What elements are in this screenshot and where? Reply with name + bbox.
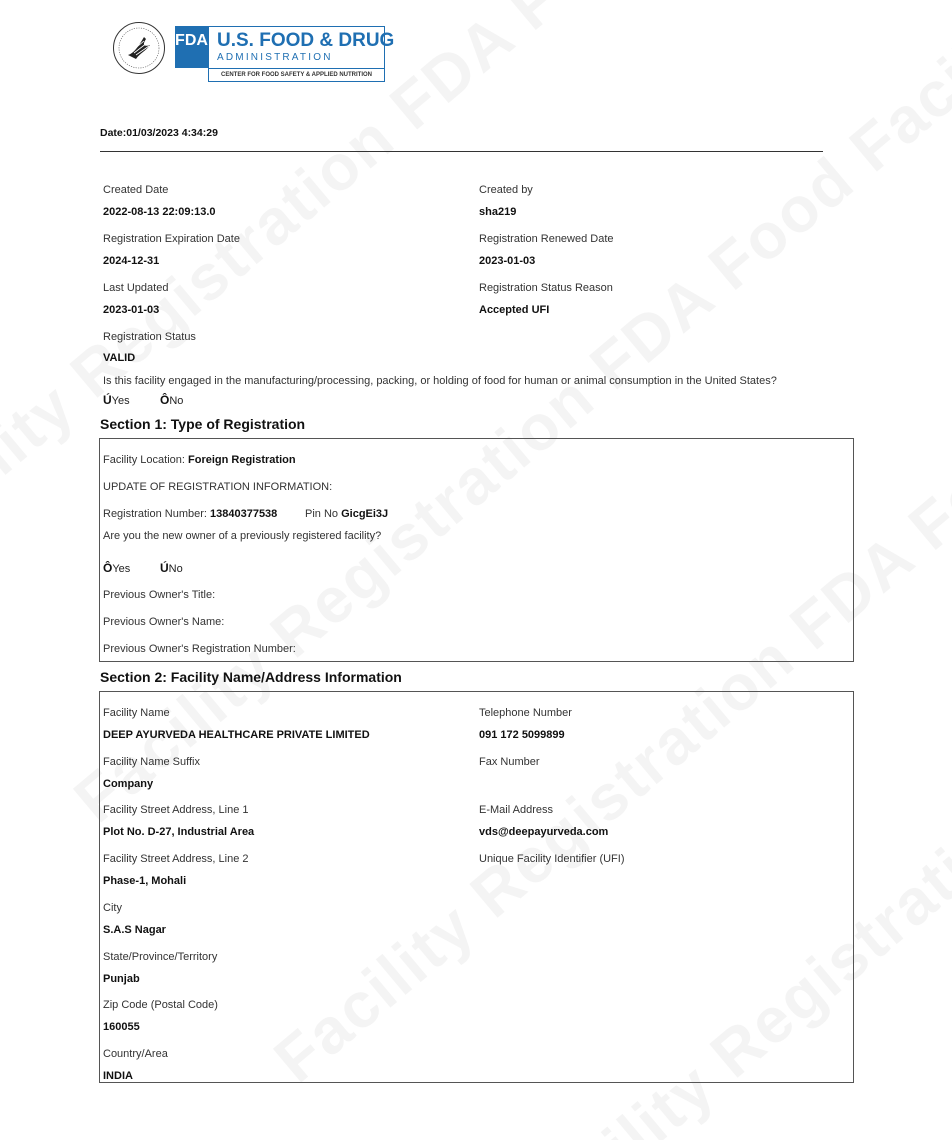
street1-label: Facility Street Address, Line 1	[103, 804, 249, 816]
engaged-question: Is this facility engaged in the manufacturing/processing, packing, or holding of food for human or animal consumption in the United States?	[103, 375, 777, 387]
suffix-value: Company	[103, 778, 154, 790]
prev-owner-title-label: Previous Owner's Title:	[103, 589, 216, 601]
zip-label: Zip Code (Postal Code)	[103, 999, 218, 1011]
center-name: CENTER FOR FOOD SAFETY & APPLIED NUTRITION	[209, 68, 384, 82]
pin-label: Pin No	[305, 508, 339, 520]
yes-label: Yes	[111, 395, 130, 407]
engaged-no-option[interactable]	[160, 393, 183, 407]
zip-value: 160055	[103, 1021, 140, 1033]
email-value: vds@deepayurveda.com	[479, 826, 609, 838]
renewed-label: Registration Renewed Date	[479, 233, 614, 245]
city-label: City	[103, 902, 122, 914]
street2-label: Facility Street Address, Line 2	[103, 853, 249, 865]
expiration-label: Registration Expiration Date	[103, 233, 240, 245]
telephone-label: Telephone Number	[479, 707, 572, 719]
prev-owner-reg-label: Previous Owner's Registration Number:	[103, 643, 296, 655]
unchecked-mark-icon: Ô	[160, 393, 170, 407]
created-date-label: Created Date	[103, 184, 169, 196]
status-reason-value: Accepted UFI	[479, 304, 550, 316]
no-label: No	[169, 395, 184, 407]
new-owner-yes-option[interactable]	[103, 561, 130, 575]
checked-mark-icon: Ú	[160, 561, 169, 575]
new-owner-no-option[interactable]	[160, 561, 183, 575]
reg-number-label: Registration Number:	[103, 508, 207, 520]
created-date-value: 2022-08-13 22:09:13.0	[103, 206, 216, 218]
pin-number	[305, 508, 388, 520]
renewed-value: 2023-01-03	[479, 255, 536, 267]
section2-box	[99, 691, 854, 1083]
facility-location	[103, 454, 296, 466]
section2-title: Section 2: Facility Name/Address Information	[100, 669, 402, 685]
agency-sub: ADMINISTRATION	[217, 52, 333, 63]
last-updated-label: Last Updated	[103, 282, 169, 294]
telephone-value: 091 172 5099899	[479, 729, 565, 741]
street2-value: Phase-1, Mohali	[103, 875, 187, 887]
facility-name-label: Facility Name	[103, 707, 170, 719]
agency-name: U.S. FOOD & DRUG	[217, 30, 395, 51]
created-by-label: Created by	[479, 184, 533, 196]
prev-owner-name-label: Previous Owner's Name:	[103, 616, 225, 628]
header-divider	[100, 151, 823, 152]
facility-location-label: Facility Location:	[103, 454, 185, 466]
last-updated-value: 2023-01-03	[103, 304, 160, 316]
section1-title: Section 1: Type of Registration	[100, 416, 306, 432]
pin-value: GicgEi3J	[341, 508, 389, 520]
hhs-seal-icon	[113, 22, 165, 74]
created-by-value: sha219	[479, 206, 517, 218]
country-label: Country/Area	[103, 1048, 168, 1060]
unchecked-mark-icon: Ô	[103, 561, 113, 575]
ufi-label: Unique Facility Identifier (UFI)	[479, 853, 625, 865]
yes-label: Yes	[112, 563, 131, 575]
status-reason-label: Registration Status Reason	[479, 282, 613, 294]
engaged-yes-option[interactable]	[103, 393, 130, 407]
state-value: Punjab	[103, 973, 140, 985]
status-label: Registration Status	[103, 331, 196, 343]
no-label: No	[168, 563, 183, 575]
status-value: VALID	[103, 352, 136, 364]
registration-number	[103, 508, 277, 520]
state-label: State/Province/Territory	[103, 951, 218, 963]
facility-name-value: DEEP AYURVEDA HEALTHCARE PRIVATE LIMITED	[103, 729, 370, 741]
new-owner-question: Are you the new owner of a previously registered facility?	[103, 530, 382, 542]
fax-label: Fax Number	[479, 756, 540, 768]
fda-badge: FDA	[175, 26, 208, 68]
section1-box	[99, 438, 854, 662]
update-heading: UPDATE OF REGISTRATION INFORMATION:	[103, 481, 333, 493]
checked-mark-icon: Ú	[103, 393, 112, 407]
expiration-value: 2024-12-31	[103, 255, 160, 267]
fda-title-box	[208, 26, 395, 82]
suffix-label: Facility Name Suffix	[103, 756, 200, 768]
print-date: Date:01/03/2023 4:34:29	[100, 127, 218, 139]
reg-number-value: 13840377538	[210, 508, 278, 520]
country-value: INDIA	[103, 1070, 133, 1082]
facility-location-value: Foreign Registration	[188, 454, 296, 466]
email-label: E-Mail Address	[479, 804, 553, 816]
street1-value: Plot No. D-27, Industrial Area	[103, 826, 255, 838]
city-value: S.A.S Nagar	[103, 924, 166, 936]
